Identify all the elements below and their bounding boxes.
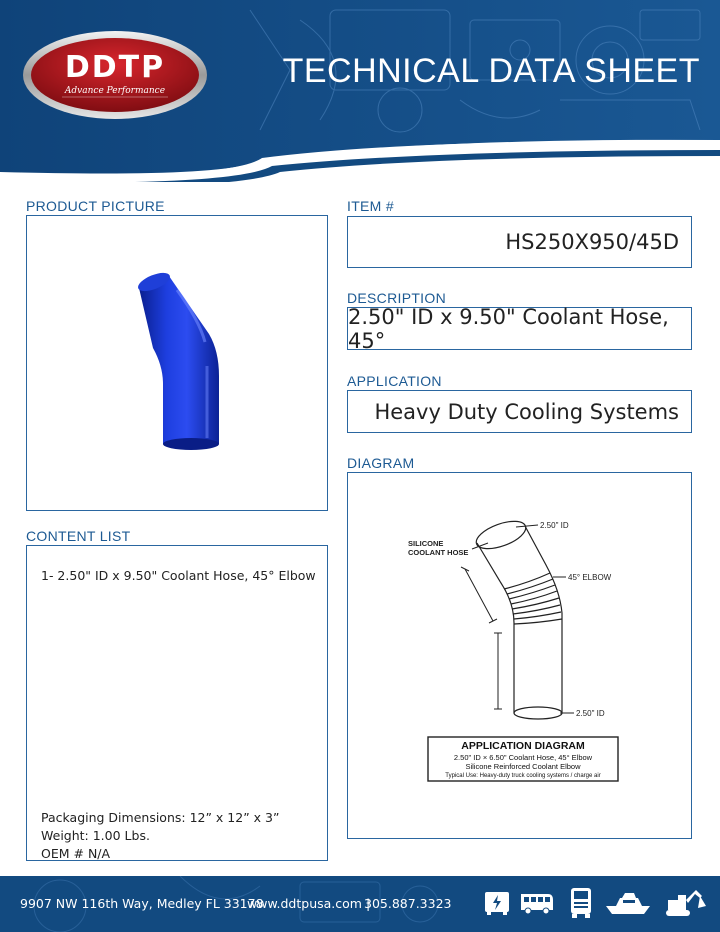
hose-diagram	[348, 473, 691, 838]
diagram-box-title: APPLICATION DIAGRAM	[461, 740, 585, 752]
generator-icon	[482, 884, 512, 918]
item-box	[347, 216, 692, 268]
description-box	[347, 304, 692, 353]
diagram-label: DIAGRAM	[347, 455, 415, 471]
footer-address: 9907 NW 116th Way, Medley FL 33178	[20, 896, 264, 911]
item-number: HS250X950/45D	[505, 230, 679, 254]
hose-photo	[27, 216, 327, 510]
diagram-box-line1: 2.50" ID × 6.50" Coolant Hose, 45° Elbow	[453, 753, 593, 762]
application-label: APPLICATION	[347, 373, 442, 389]
application-box	[347, 390, 692, 433]
content-list-box	[26, 545, 328, 861]
boat-icon	[604, 884, 654, 918]
header-banner	[0, 0, 720, 182]
diagram-box	[347, 472, 692, 839]
diagram-box-line2: Silicone Reinforced Coolant Elbow	[465, 762, 581, 771]
description-label: DESCRIPTION	[347, 290, 446, 306]
oem-number: OEM # N/A	[41, 846, 111, 861]
callout-hose-line2: COOLANT HOSE	[408, 548, 469, 557]
footer-phone[interactable]: 305.887.3323	[364, 896, 452, 911]
weight: Weight: 1.00 Lbs.	[41, 828, 150, 843]
packaging-dimensions: Packaging Dimensions: 12” x 12” x 3”	[41, 810, 280, 825]
footer-website[interactable]: www.ddtpusa.com |	[247, 896, 371, 911]
description-value: 2.50" ID x 9.50" Coolant Hose, 45°	[348, 304, 669, 353]
content-item: 1- 2.50" ID x 9.50" Coolant Hose, 45° Elbow	[41, 568, 316, 583]
bus-icon	[518, 884, 556, 918]
callout-hose-line1: SILICONE	[408, 539, 444, 548]
callout-elbow: 45° ELBOW	[568, 573, 612, 582]
product-picture-label: PRODUCT PICTURE	[26, 198, 165, 214]
excavator-icon	[662, 884, 708, 920]
diagram-box-line3: Typical Use: Heavy-duty truck cooling systems / charge air	[445, 773, 601, 779]
ddtp-logo	[22, 30, 208, 120]
callout-bottom-id: 2.50" ID	[576, 709, 605, 718]
logo-text: DDTP	[64, 50, 166, 85]
logo-tagline: Advance Performance	[64, 86, 166, 96]
application-value: Heavy Duty Cooling Systems	[374, 399, 679, 424]
document-title: TECHNICAL DATA SHEET	[282, 52, 700, 90]
content-list-label: CONTENT LIST	[26, 528, 131, 544]
callout-top-id: 2.50" ID	[540, 521, 569, 530]
item-label: ITEM #	[347, 198, 394, 214]
product-picture-box	[26, 215, 328, 511]
footer	[0, 876, 720, 932]
truck-icon	[566, 884, 596, 920]
